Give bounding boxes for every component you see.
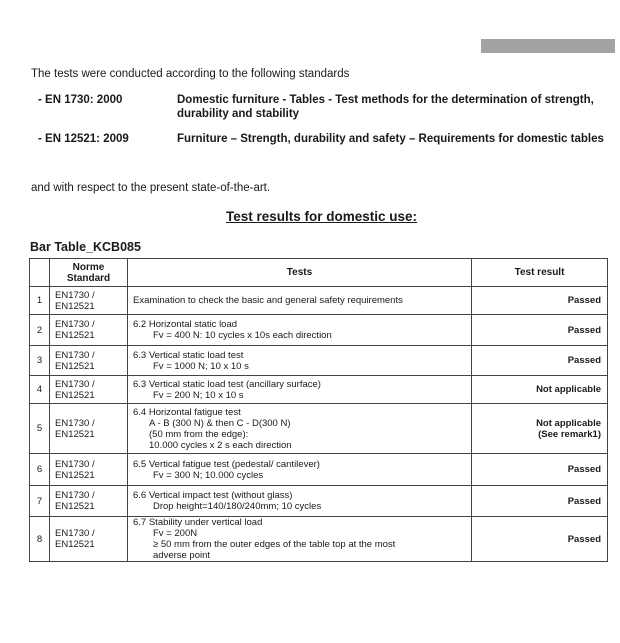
row-number: 1 bbox=[30, 287, 50, 315]
table-row bbox=[30, 315, 608, 346]
row-result bbox=[472, 287, 608, 315]
row-tests bbox=[128, 517, 472, 562]
table-row bbox=[30, 454, 608, 486]
test-title: 6.2 Horizontal static load bbox=[133, 319, 238, 330]
test-detail: 10.000 cycles x 2 s each direction bbox=[149, 439, 292, 451]
test-detail: (50 mm from the edge): bbox=[149, 428, 249, 440]
standard-line: EN12521 bbox=[55, 360, 95, 372]
row-tests bbox=[128, 376, 472, 404]
standard-line: EN12521 bbox=[55, 330, 95, 341]
row-number: 7 bbox=[30, 486, 50, 517]
standard-line: EN1730 / bbox=[55, 528, 95, 539]
test-title: 6.4 Horizontal fatigue test bbox=[133, 406, 241, 418]
table-row bbox=[30, 346, 608, 376]
standard-line: EN12521 bbox=[55, 469, 95, 481]
row-result bbox=[472, 346, 608, 376]
table-row bbox=[30, 376, 608, 404]
row-standard bbox=[50, 486, 128, 517]
row-standard bbox=[50, 404, 128, 454]
row-result bbox=[472, 376, 608, 404]
test-detail: Fv = 200N bbox=[153, 528, 198, 539]
test-detail: Fv = 400 N: 10 cycles x 10s each direction bbox=[153, 330, 332, 341]
standard-line: EN1730 / bbox=[55, 319, 95, 330]
result-text: Passed bbox=[567, 295, 601, 306]
standard-code: - EN 12521: 2009 bbox=[38, 133, 129, 145]
row-tests bbox=[128, 315, 472, 346]
standard-item bbox=[38, 132, 614, 146]
results-heading-text: Test results for domestic use: bbox=[225, 209, 418, 224]
result-text: Not applicable bbox=[536, 384, 601, 395]
row-standard bbox=[50, 517, 128, 562]
row-tests bbox=[128, 486, 472, 517]
row-tests bbox=[128, 287, 472, 315]
row-standard bbox=[50, 454, 128, 486]
standard-line: EN12521 bbox=[55, 539, 95, 550]
table-row bbox=[30, 486, 608, 517]
test-title: 6.5 Vertical fatigue test (pedestal/ cantilever) bbox=[133, 458, 320, 470]
standard-code: - EN 1730: 2000 bbox=[38, 94, 123, 106]
row-standard bbox=[50, 346, 128, 376]
result-text: Passed bbox=[567, 324, 601, 336]
test-title: 6.7 Stability under vertical load bbox=[133, 517, 263, 528]
test-detail: Fv = 200 N; 10 x 10 s bbox=[153, 389, 244, 401]
row-tests bbox=[128, 454, 472, 486]
row-tests bbox=[128, 404, 472, 454]
row-result bbox=[472, 315, 608, 346]
table-title: Bar Table_KCB085 bbox=[30, 240, 141, 254]
test-detail: adverse point bbox=[153, 550, 211, 561]
header-standard-line1: Norme bbox=[72, 261, 105, 273]
row-number: 8 bbox=[30, 517, 50, 562]
test-title: 6.3 Vertical static load test bbox=[133, 349, 244, 361]
standard-line: EN1730 / bbox=[55, 289, 95, 301]
test-detail: A - B (300 N) & then C - D(300 N) bbox=[149, 417, 291, 429]
test-detail: Drop height=140/180/240mm; 10 cycles bbox=[153, 501, 322, 512]
standard-line: EN12521 bbox=[55, 300, 95, 312]
results-table bbox=[29, 258, 608, 562]
row-number: 3 bbox=[30, 346, 50, 376]
standard-description: Domestic furniture - Tables - Test methods for the determination of strength, durability and stability bbox=[177, 94, 594, 120]
header-standard-line2: Standard bbox=[66, 272, 111, 284]
row-standard bbox=[50, 315, 128, 346]
standard-line: EN12521 bbox=[55, 501, 95, 512]
result-text: Passed bbox=[567, 533, 601, 545]
standard-line: EN12521 bbox=[55, 389, 95, 401]
table-row bbox=[30, 404, 608, 454]
test-title: 6.6 Vertical impact test (without glass) bbox=[133, 490, 293, 501]
header-standard bbox=[50, 259, 128, 287]
test-title: Examination to check the basic and general safety requirements bbox=[133, 295, 403, 306]
table-row bbox=[30, 517, 608, 562]
redacted-bar bbox=[481, 39, 615, 53]
row-number: 4 bbox=[30, 376, 50, 404]
result-text: Not applicable bbox=[536, 417, 601, 429]
row-tests bbox=[128, 346, 472, 376]
standards-list bbox=[38, 93, 614, 157]
standard-description: Furniture – Strength, durability and safety – Requirements for domestic tables bbox=[177, 133, 604, 145]
test-detail: Fv = 300 N; 10.000 cycles bbox=[153, 469, 264, 481]
standard-line: EN1730 / bbox=[55, 490, 95, 501]
row-result bbox=[472, 404, 608, 454]
row-number: 5 bbox=[30, 404, 50, 454]
standard-line: EN12521 bbox=[55, 428, 95, 440]
table-row bbox=[30, 287, 608, 315]
header-number bbox=[30, 259, 50, 287]
test-title: 6.3 Vertical static load test (ancillary surface) bbox=[133, 378, 321, 390]
result-remark: (See remark1) bbox=[538, 428, 601, 440]
row-result bbox=[472, 517, 608, 562]
result-text: Passed bbox=[567, 495, 601, 507]
result-text: Passed bbox=[567, 355, 601, 366]
row-standard bbox=[50, 287, 128, 315]
results-heading bbox=[0, 208, 620, 226]
header-tests: Tests bbox=[128, 259, 472, 287]
standard-line: EN1730 / bbox=[55, 349, 95, 361]
standard-line: EN1730 / bbox=[55, 378, 95, 390]
test-detail: ≥ 50 mm from the outer edges of the table top at the most bbox=[153, 539, 396, 550]
standard-item bbox=[38, 93, 614, 121]
row-result bbox=[472, 486, 608, 517]
standard-line: EN1730 / bbox=[55, 417, 95, 429]
table-header-row bbox=[30, 259, 608, 287]
header-result: Test result bbox=[472, 259, 608, 287]
row-result bbox=[472, 454, 608, 486]
outro-text: and with respect to the present state-of-the-art. bbox=[31, 182, 271, 194]
test-detail: Fv = 1000 N; 10 x 10 s bbox=[153, 360, 249, 372]
row-number: 6 bbox=[30, 454, 50, 486]
row-standard bbox=[50, 376, 128, 404]
row-number: 2 bbox=[30, 315, 50, 346]
result-text: Passed bbox=[567, 464, 601, 475]
intro-text: The tests were conducted according to the following standards bbox=[31, 68, 350, 80]
standard-line: EN1730 / bbox=[55, 458, 95, 470]
